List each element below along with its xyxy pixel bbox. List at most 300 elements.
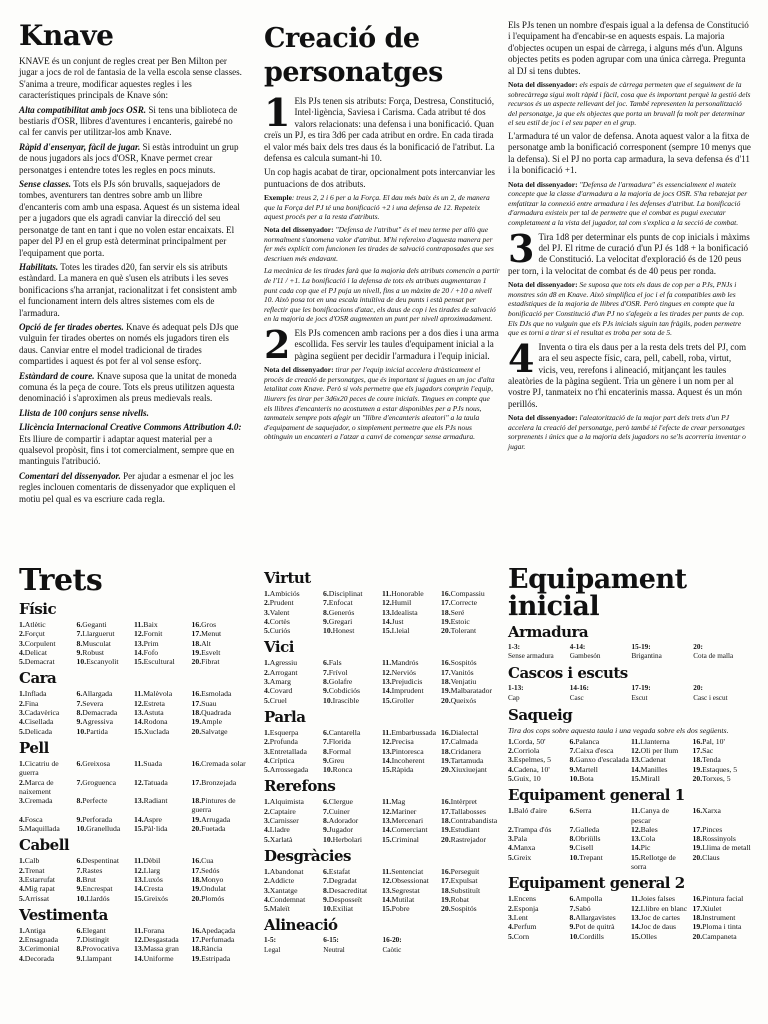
table-cell: 2.Prudent xyxy=(264,598,294,608)
table-cell: 8.Allargavistes xyxy=(569,912,616,922)
feature-item xyxy=(19,179,245,259)
feature-text: Si estàs introduint un grup de nous jugadors als jocs d'OSR, Knave permet crear personatges i entendre totes les regles en pocs minuts. xyxy=(19,141,239,175)
table-cell: 9.Gregari xyxy=(323,616,353,626)
table-cell: 4.Perfum xyxy=(508,922,537,932)
intro-column xyxy=(19,19,245,508)
table-title: Desgràcies xyxy=(264,846,351,865)
range-cell xyxy=(508,643,567,661)
table-cell: 18.Seré xyxy=(441,607,465,617)
table-cell: 13.Cadenat xyxy=(631,755,666,765)
table-cell: 14.Fofo xyxy=(134,647,159,657)
table-cell: 3.Corpulent xyxy=(19,638,56,648)
table-cell: 12.Obsessionat xyxy=(382,876,429,886)
general-1-title: Equipament general 1 xyxy=(508,786,685,805)
table-cell: 2.Profunda xyxy=(264,737,298,747)
feature-item xyxy=(19,371,245,405)
table-cell: 18.Rància xyxy=(191,944,223,954)
feature-label: Estàndard de coure. xyxy=(19,370,95,381)
traits-tables-2 xyxy=(264,571,498,913)
equipment-column xyxy=(508,566,752,941)
table-cell: 9.Desposseït xyxy=(323,894,363,904)
table-cell: 15.Escultural xyxy=(134,657,175,667)
range-cell xyxy=(264,936,320,954)
table-cell: 9.Jugador xyxy=(323,825,354,835)
table-cell: 18.Monyo xyxy=(191,874,224,884)
table-cell: 19.Estudiant xyxy=(441,825,480,835)
table-cell: 8.Desacreditat xyxy=(323,885,368,895)
range-label: 20: xyxy=(693,643,703,651)
example-note xyxy=(264,193,500,222)
table-cell: 5.Maquillada xyxy=(19,824,60,834)
table-cell: 10.Granelluda xyxy=(76,824,121,834)
general-1-table xyxy=(508,806,752,871)
table-cell: 7.Groguenca xyxy=(76,777,116,787)
table-cell: 7.Llarguerut xyxy=(76,629,115,639)
table-cell: 2.Forçut xyxy=(19,629,45,639)
table-cell: 5.Arrissat xyxy=(19,893,50,903)
table-cell: 6.Serra xyxy=(569,806,592,816)
table-cell: 15.Groller xyxy=(382,695,414,705)
table-cell: 20.Tolerant xyxy=(441,626,477,636)
table-cell: 11.Joies falses xyxy=(631,894,675,904)
step-4-number: 4 xyxy=(508,335,535,381)
table-cell: 5.Delicada xyxy=(19,726,53,736)
table-cell: 14.Imprudent xyxy=(382,686,424,696)
table-cell: 9.Agressiva xyxy=(76,717,114,727)
table-cell: 14.Pic xyxy=(631,843,651,853)
table-title: Virtut xyxy=(264,569,311,587)
table-cell: 20.Sospitós xyxy=(441,904,477,914)
designer-note-1b: La mecànica de les tirades farà que la majoria dels atributs comencin a partir de l'11 / +1. La bonificació i la defensa de tots els atributs augmentaran 1 punt cada cop que el PJ puja un nivell, fins a un màxim de 20 / +10 a nivell 10. Això posa tot en una escala intuïtiva de deu punts i està pensat per reflectir que les bonificacions d'atac, els daus de cop i les tirades de salvació en la majoria de jocs d'OSR augmenten un punt per nivell aproximadament. xyxy=(264,266,500,324)
table-cell: 13.Prim xyxy=(134,638,159,648)
table-cell: 19.Estoic xyxy=(441,616,470,626)
table-cell: 10.Trepant xyxy=(569,852,603,862)
table-cell: 8.Brut xyxy=(76,874,96,884)
table-title: Rerefons xyxy=(264,777,336,796)
range-cell xyxy=(693,684,752,702)
table-cell: 9.Robust xyxy=(76,647,105,657)
table-cell: 10.Irascible xyxy=(323,695,360,705)
table-cell: 6.Clergue xyxy=(323,797,353,807)
table-cell: 11.Llanterna xyxy=(631,736,670,746)
table-cell: 13.Joc de cartes xyxy=(631,912,680,922)
table-cell: 2.Fina xyxy=(19,698,39,708)
table-cell: 9.Cisell xyxy=(569,843,594,853)
table-cell: 12.Estreta xyxy=(134,698,165,708)
designer-note-hp xyxy=(508,280,752,338)
table-cell: 18.Contrabandista xyxy=(441,816,498,826)
table-cell: 15.Ràpida xyxy=(382,765,414,775)
table-cell: 17.Bronzejada xyxy=(191,777,237,787)
table-cell: 3.Lent xyxy=(508,912,528,922)
table-cell: 16.Compassiu xyxy=(441,589,485,598)
table-cell: 17.Sedós xyxy=(191,865,220,875)
table-cell: 14.Uniforme xyxy=(134,953,174,963)
designer-note-text: "Defensa de l'armadura" és essencialment el mateix concepte que la classe d'armadura a la majoria de jocs OSR. S'ha rebatejat per emfatitzar la connexió entre armadura i les defenses d'atribut. La bonificació d'armadura existeix per tal de permetre que el combat es pugui executar completament a la vista del jugador, tal com s'explica a la secció de combat. xyxy=(508,179,748,227)
designer-note-text: els espais de càrrega permeten que el seguiment de la sobrecàrrega sigui molt ràpid i fàcil, cosa que és important perquè la gestió dels recursos és un aspecte rellevant del joc. També representen la personalització del personatge, ja que els objectes que porta un bruvall fa molt per determinar el seu estil de joc i el seu paper en el grup. xyxy=(508,80,751,128)
random-table xyxy=(19,856,247,902)
table-cell: 4.Condemnat xyxy=(264,894,306,904)
table-cell: 17.Perfumada xyxy=(191,935,235,945)
table-cell: 11.Sentenciat xyxy=(382,866,424,876)
designer-note-1 xyxy=(264,225,500,263)
range-label: 15-19: xyxy=(631,643,651,651)
table-cell: 3.Xantatge xyxy=(264,885,298,895)
table-cell: 18.Substituït xyxy=(441,885,481,895)
table-cell: 12.Humil xyxy=(382,598,412,608)
range-cell xyxy=(383,936,439,954)
table-cell: 1.Antiga xyxy=(19,925,46,935)
table-cell: 14.Joc de daus xyxy=(631,922,677,932)
helmets-table xyxy=(508,684,752,702)
range-value: Legal xyxy=(264,945,281,954)
loot-table-title: Saqueig xyxy=(508,705,573,724)
step-3 xyxy=(508,225,752,278)
table-cell: 2.Ensagnada xyxy=(19,935,59,945)
feature-item xyxy=(19,105,245,139)
table-cell: 15.Xuclada xyxy=(134,726,170,736)
table-cell: 20.Salvatge xyxy=(191,726,228,736)
table-cell: 10.Cordills xyxy=(569,931,604,941)
table-cell: 12.Fornit xyxy=(134,629,163,639)
table-cell: 13.Segrestat xyxy=(382,885,420,895)
table-cell: 16.Sospitós xyxy=(441,658,477,668)
table-cell: 15.Pàl·lida xyxy=(134,824,168,834)
table-cell: 9.Cobdiciós xyxy=(323,686,360,696)
table-cell: 5.Corn xyxy=(508,931,530,941)
table-cell: 12.Nerviós xyxy=(382,667,416,677)
step-3-text: Tira 1d8 per determinar els punts de cop inicials i màxims del PJ. El ritme de curació d'un PJ és 1d8 + la bonificació de Constitució. La velocitat d'exploració és de 120 peus per torn, i la velocitat de combat és de 40 peus per ronda. xyxy=(508,231,750,276)
armor-paragraph: L'armadura té un valor de defensa. Anota aquest valor a la fitxa de personatge amb la bonificació corresponent (sempre 10 menys que la defensa). Si el PJ no porta cap armadura, la seva defensa és d'11 i la bonificació +1. xyxy=(508,131,751,176)
table-cell: 10.Exiliat xyxy=(323,904,354,914)
table-cell: 7.Caixa d'esca xyxy=(569,746,614,756)
table-cell: 10.Llardós xyxy=(76,893,110,903)
table-cell: 4.Críptica xyxy=(264,755,295,765)
random-table xyxy=(264,658,498,704)
feature-label: Ràpid d'ensenyar, fàcil de jugar. xyxy=(19,141,141,152)
table-cell: 16.Pintura facial xyxy=(692,894,744,904)
table-cell: 8.Musculat xyxy=(76,638,111,648)
table-cell: 4.Lladre xyxy=(264,825,290,835)
table-cell: 7.Cuiner xyxy=(323,806,350,816)
table-cell: 13.Luxós xyxy=(134,874,163,884)
table-cell: 5.Maleït xyxy=(264,904,290,914)
table-cell: 10.Herbolari xyxy=(323,834,363,844)
step-1-text: Els PJs tenen sis atributs: Força, Destresa, Constitució, Intel·ligència, Saviesa i Carisma. Cada atribut té dos valors relacionats: una defensa i una bonificació. Quan creïs un PJ, es tira 3d6 per cada atribut en ordre. En cada tirada el valor més baix dels tres daus és la bonificació de l'atribut. La defensa es calcula sumant-hi 10. xyxy=(264,96,495,164)
table-cell: 6.Ampolla xyxy=(569,894,603,904)
feature-label: Comentari del dissenyador. xyxy=(19,470,121,481)
random-table xyxy=(264,867,498,913)
table-title: Cabell xyxy=(19,836,70,855)
table-cell: 3.Cadavèrica xyxy=(19,708,60,718)
table-cell: 17.Correcte xyxy=(441,598,478,608)
random-table xyxy=(19,759,247,833)
table-cell: 3.Estarrufat xyxy=(19,874,56,884)
random-table xyxy=(19,620,247,666)
table-cell: 19.Llima de metall xyxy=(692,843,751,853)
table-cell: 12.Llibre en blanc xyxy=(631,903,688,913)
table-cell: 20.Torxes, 5 xyxy=(692,774,731,783)
range-value: Casc i escut xyxy=(693,693,728,702)
range-value: Neutral xyxy=(323,945,345,954)
table-cell: 1.Agressiu xyxy=(264,658,298,668)
feature-text: Totes les tirades d20, fan servir els sis atributs estàndard. La manera en què s'usen els atributs i les seves bonificacions s'ha arranjat, racionalitzat i fet consistent amb el funcionament intern dels altres sistemes com els de l'armadura. xyxy=(19,261,237,318)
table-cell: 13.Mercenari xyxy=(382,816,424,826)
table-cell: 2.Esponja xyxy=(508,903,539,913)
table-cell: 5.Curiós xyxy=(264,626,291,636)
table-cell: 8.Provocativa xyxy=(76,944,119,954)
traits-tables xyxy=(19,602,247,963)
designer-note-traits xyxy=(508,413,752,451)
table-cell: 7.Distingit xyxy=(76,935,110,945)
random-table xyxy=(264,797,498,843)
table-cell: 1.Baló d'aire xyxy=(508,806,547,816)
table-cell: 4.Mig rapat xyxy=(19,884,55,894)
table-cell: 16.Pal, 10' xyxy=(692,736,725,746)
range-value: Escut xyxy=(631,693,648,702)
table-cell: 19.Ondulat xyxy=(191,884,226,894)
table-cell: 12.Bales xyxy=(631,824,658,834)
table-cell: 7.Sabó xyxy=(569,903,591,913)
table-cell: 1.Cicatriu de guerra xyxy=(19,758,59,778)
table-cell: 6.Elegant xyxy=(76,925,106,935)
table-cell: 16.Gros xyxy=(191,620,217,629)
designer-note-label: Nota del dissenyador: xyxy=(264,225,334,235)
table-cell: 12.Desgastada xyxy=(134,935,179,945)
table-cell: 3.Pala xyxy=(508,834,528,844)
table-cell: 13.Massa gran xyxy=(134,944,179,954)
table-cell: 10.Ronca xyxy=(323,765,353,775)
table-cell: 12.Oli per llum xyxy=(631,746,679,756)
table-cell: 19.Estripada xyxy=(191,953,231,963)
feature-item xyxy=(19,142,245,176)
designer-note-text: "Defensa de l'atribut" és el meu terme per allò que normalment s'anomena valor d'atribut. M'hi refereixo d'aquesta manera per fer més explícit com funcionen les tirades de salvació contraposades que ses descriuen més endavant. xyxy=(264,225,494,263)
feature-list xyxy=(19,105,245,505)
designer-note-label: Nota del dissenyador: xyxy=(508,280,578,290)
table-title: Cara xyxy=(19,669,57,688)
table-cell: 9.Pot de quitrà xyxy=(569,922,615,932)
table-cell: 4.Fosca xyxy=(19,814,43,824)
table-cell: 8.Obriülls xyxy=(569,834,601,844)
feature-label: Llicència Internacional Creative Commons Attribution 4.0: xyxy=(19,422,242,433)
table-cell: 11.Dèbil xyxy=(134,856,161,866)
table-cell: 15.Lleial xyxy=(382,626,410,636)
step-1 xyxy=(264,90,500,164)
table-cell: 4.Cadena, 10' xyxy=(508,764,550,774)
table-cell: 9.Greu xyxy=(323,755,345,765)
feature-label: Opció de fer tirades obertes. xyxy=(19,321,124,332)
table-cell: 5.Cruel xyxy=(264,695,287,705)
range-label: 16-20: xyxy=(382,936,402,945)
designer-note-label: Nota del dissenyador: xyxy=(508,80,578,90)
table-cell: 7.Florida xyxy=(323,737,351,747)
table-cell: 11.Honorable xyxy=(382,589,424,598)
random-table xyxy=(264,728,498,774)
table-cell: 12.Precisa xyxy=(382,737,414,747)
table-title: Vestimenta xyxy=(19,905,108,924)
table-cell: 8.Demacrada xyxy=(76,708,118,718)
table-cell: 1.Atlètic xyxy=(19,620,46,629)
character-creation-title: Creació de personatges xyxy=(264,23,443,88)
table-cell: 11.Mandrós xyxy=(382,658,419,668)
table-cell: 13.Idealista xyxy=(382,607,418,617)
feature-label: Alta compatibilitat amb jocs OSR. xyxy=(19,104,147,115)
table-cell: 20.Fibrat xyxy=(191,657,220,667)
alignment-table xyxy=(264,936,498,954)
table-cell: 3.Carnisser xyxy=(264,816,299,826)
table-cell: 14.Manilles xyxy=(631,764,668,774)
range-label: 14-16: xyxy=(569,684,589,693)
table-cell: 17.Xiulet xyxy=(692,903,722,913)
table-cell: 6.Disciplinat xyxy=(323,589,363,598)
table-cell: 11.Suada xyxy=(134,758,162,768)
table-cell: 3.Amarg xyxy=(264,677,291,687)
table-cell: 1.Abandonat xyxy=(264,866,304,876)
table-cell: 9.Llampant xyxy=(76,953,112,963)
table-cell: 14.Incoherent xyxy=(382,755,425,765)
table-cell: 18.Pintures de guerra xyxy=(191,796,236,815)
example-label: Exemple xyxy=(264,193,292,203)
table-cell: 1.Alquimista xyxy=(264,797,304,807)
range-value: Sense armadura xyxy=(508,652,554,661)
table-cell: 15.Olles xyxy=(631,931,657,941)
feature-label: Sense classes. xyxy=(19,179,72,190)
table-cell: 16.Dialectal xyxy=(441,727,479,737)
table-cell: 4.Decorada xyxy=(19,953,55,963)
feature-item xyxy=(19,471,245,505)
range-label: 4-14: xyxy=(569,643,586,651)
table-cell: 13.Prejudicis xyxy=(382,677,423,687)
table-cell: 7.Frívol xyxy=(323,667,348,677)
table-cell: 2.Addicte xyxy=(264,876,295,886)
designer-note-text: tirar per l'equip inicial accelera dràsticament el procés de creació de personatges, que és important si jugues en un joc d'alta letalitat com Knave. Però si vols permetre que els jugadors comprin l'equip, lliurers fes tirar per 3d6x20 peces de coure inicials. Tingues en compte que els llibres d'encanteris no acostumen a estar disponibles per a PJs nous, tanmateix sempre pots afegir un "llibre d'encanteris aleatori" a la taula d'equipament de saquejador, o simplement permetre que els PJs nous obtinguin un encanteri a l'atzar a canvi de començar sense armadura. xyxy=(264,365,495,442)
table-cell: 15.Greixós xyxy=(134,893,168,903)
loot-note: Tira dos cops sobre aquesta taula i una vegada sobre els dos següents. xyxy=(508,725,729,735)
table-cell: 6.Despentinat xyxy=(76,856,119,866)
table-cell: 5.Guix, 10 xyxy=(508,774,541,783)
table-cell: 14.Mutilat xyxy=(382,894,415,904)
slots-paragraph: Els PJs tenen un nombre d'espais igual a la defensa de Constitució i l'equipament ha d'encabir-se en aquests espais. La majoria d'objectes ocupen un espai de càrrega, i alguns més d'un. Alguns objectes petits es poden agrupar com una única càrrega. Pregunta al DJ si tens dubtes. xyxy=(508,20,749,76)
table-cell: 16.Cremada solar xyxy=(191,758,246,768)
table-cell: 11.Malèvola xyxy=(134,689,173,699)
table-cell: 17.Suau xyxy=(191,698,217,708)
table-cell: 11.Baix xyxy=(134,620,158,629)
table-cell: 14.Comerciant xyxy=(382,825,428,835)
intro-paragraph: KNAVE és un conjunt de regles creat per Ben Milton per jugar a jocs de rol de fantasia de la vella escola sense classes. S'anima a treure, modificar aquestes regles i les característiques principals de Knave són: xyxy=(19,56,242,101)
table-cell: 8.Ganxo d'escalada xyxy=(569,755,629,765)
equipment-title: Equipament inicial xyxy=(508,564,687,622)
table-cell: 8.Generós xyxy=(323,607,355,617)
feature-label: Llista de 100 conjurs sense nivells. xyxy=(19,407,149,418)
step-2 xyxy=(264,321,500,367)
feature-text: Si tens una biblioteca de bestiaris d'OSR, llibres d'aventures i encanteris, gairebé no cal fer canvis per utilitzar-los amb Knave. xyxy=(19,104,238,138)
range-value: Cap xyxy=(508,693,520,702)
table-cell: 8.Formal xyxy=(323,746,351,756)
table-cell: 4.Covard xyxy=(264,686,293,696)
range-label: 1-5: xyxy=(264,936,276,945)
rules-column xyxy=(508,20,752,455)
range-cell xyxy=(632,643,691,661)
range-label: 1-13: xyxy=(508,684,524,693)
table-cell: 4.Delicat xyxy=(19,647,47,657)
table-cell: 4.Manxa xyxy=(508,843,536,853)
traits-title: Trets xyxy=(19,563,103,598)
feature-text: Knave suposa que la unitat de moneda comuna és la peça de coure. Tots els preus utilitzen aquesta denominació i s'aproximen als preus medievals reals. xyxy=(19,370,237,404)
table-cell: 10.Escanyolit xyxy=(76,657,119,667)
table-cell: 2.Arrogant xyxy=(264,667,298,677)
table-cell: 16.Xarxa xyxy=(692,806,721,816)
table-cell: 2.Corriola xyxy=(508,746,540,756)
range-label: 20: xyxy=(693,684,703,693)
table-cell: 2.Trenat xyxy=(19,865,45,875)
step-1-swap: Un cop hagis acabat de tirar, opcionalment pots intercanviar les puntuacions de dos atributs. xyxy=(264,167,495,189)
feature-item xyxy=(19,422,245,468)
table-cell: 16.Esmolada xyxy=(191,689,232,699)
table-cell: 18.Quadrada xyxy=(191,708,231,718)
table-cell: 20.Queixós xyxy=(441,695,477,705)
range-cell xyxy=(323,936,379,954)
feature-item xyxy=(19,262,245,319)
general-2-title: Equipament general 2 xyxy=(508,874,685,893)
table-cell: 19.Esvelt xyxy=(191,647,221,657)
table-cell: 9.Martell xyxy=(569,764,598,774)
table-cell: 2.Trampa d'ós xyxy=(508,824,552,834)
table-cell: 13.Radiant xyxy=(134,796,168,806)
table-cell: 7.Rastes xyxy=(76,865,103,875)
table-cell: 20.Claus xyxy=(692,852,720,862)
range-cell xyxy=(632,684,691,702)
table-cell: 12.Mariner xyxy=(382,806,417,816)
table-cell: 18.Tenda xyxy=(692,755,721,765)
designer-note-text: l'aleatorització de la major part dels trets d'un PJ accelera la creació del personatge, però també té l'efecte de crear personatges sorprenents i únics que a la majoria dels jugadors no se'ls acorreria inventar o jugar. xyxy=(508,413,746,451)
table-cell: 17.Vanitós xyxy=(441,667,474,677)
table-cell: 18.Cridanera xyxy=(441,746,481,756)
range-label: 17-19: xyxy=(631,684,651,693)
armor-table xyxy=(508,643,752,661)
example-text: : treus 2, 2 i 6 per a la Força. El dau més baix és un 2, de manera que la Força del PJ té una bonificació +2 i una defensa de 12. Repeteix aquest procés per a la resta d'atributs. xyxy=(264,193,490,222)
step-1-number: 1 xyxy=(264,90,291,135)
table-cell: 9.Perforada xyxy=(76,814,113,824)
character-creation-column xyxy=(264,22,500,445)
table-cell: 13.Cola xyxy=(631,834,656,844)
designer-note-text: Se suposa que tots els daus de cop per a PJs, PNJs i monstres són d8 en Knave. Això simplifica el joc i el fa compatibles amb les estadístiques de la majoria de llibres d'OSR. Però tingues en compte que la bonificació per Constitució d'un PJ no s'afegeix a les tirades per punts de cop. Els DJs que no vulguin que els PJs inicials siguin tan fràgils, poden permetre que es torni a tirar si el resultat es troba per sota de 5. xyxy=(508,280,745,338)
feature-text: Ets lliure de compartir i adaptar aquest material per a qualsevol propòsit, fins i tot comercialment, sempre que en mantinguis l'atribució. xyxy=(19,433,235,467)
range-label: 6-15: xyxy=(323,936,339,945)
table-cell: 7.Enfocat xyxy=(323,598,353,608)
table-cell: 11.Canya de pescar xyxy=(631,806,670,825)
table-cell: 8.Golafre xyxy=(323,677,353,687)
table-title: Parla xyxy=(264,707,306,726)
feature-text: Tots els PJs són bruvalls, saquejadors de tombes, aventurers tan dentres sobre amb un llibre d'encanteris com amb una espasa. Aquest és un sistema ideal per a jugadors que els agradi canviar la direcció del seu personatge de tant en tant i que no volen estar encaixats. El paper del PJ en el grup està determinat principalment per l'equipament que porta. xyxy=(19,179,240,258)
table-cell: 6.Fals xyxy=(323,658,342,668)
loot-table xyxy=(508,737,752,783)
designer-note-armor xyxy=(508,180,752,228)
table-cell: 16.Apedaçada xyxy=(191,925,236,935)
step-4-text: Inventa o tira els daus per a la resta dels trets del PJ, com ara el seu aspecte físic, cara, pell, cabell, roba, virtut, vicis, veu, rerefons i alineació, mitjançant les taules aleatòries de la pàgina següent. Tria un gènere i un nom per al vostre PJ, tanmateix no t'hi encaterinis massa. Aquest és un món perillós. xyxy=(508,341,747,409)
range-value: Cota de malla xyxy=(693,652,734,661)
table-cell: 12.Tatuada xyxy=(134,777,168,787)
random-table xyxy=(19,926,247,963)
table-cell: 19.Estaques, 5 xyxy=(692,764,738,774)
table-cell: 16.Cua xyxy=(191,856,214,866)
feature-text: Per ajudar a esmenar el joc les regles inclouen comentaris de dissenyador que expliquen el motiu pel qual es va escriure cada regla. xyxy=(19,470,236,504)
table-cell: 17.Pinces xyxy=(692,824,723,834)
table-cell: 19.Robat xyxy=(441,894,469,904)
range-value: Gambesón xyxy=(569,652,601,661)
table-cell: 11.Embarbussada xyxy=(382,727,437,737)
table-cell: 2.Marca de naixement xyxy=(19,777,54,796)
step-2-text: Els PJs comencen amb racions per a dos dies i una arma escollida. Fes servir les taules d'equipament inicial a la pàgina següent per decidir l'armadura i l'equip inicial. xyxy=(294,327,499,361)
